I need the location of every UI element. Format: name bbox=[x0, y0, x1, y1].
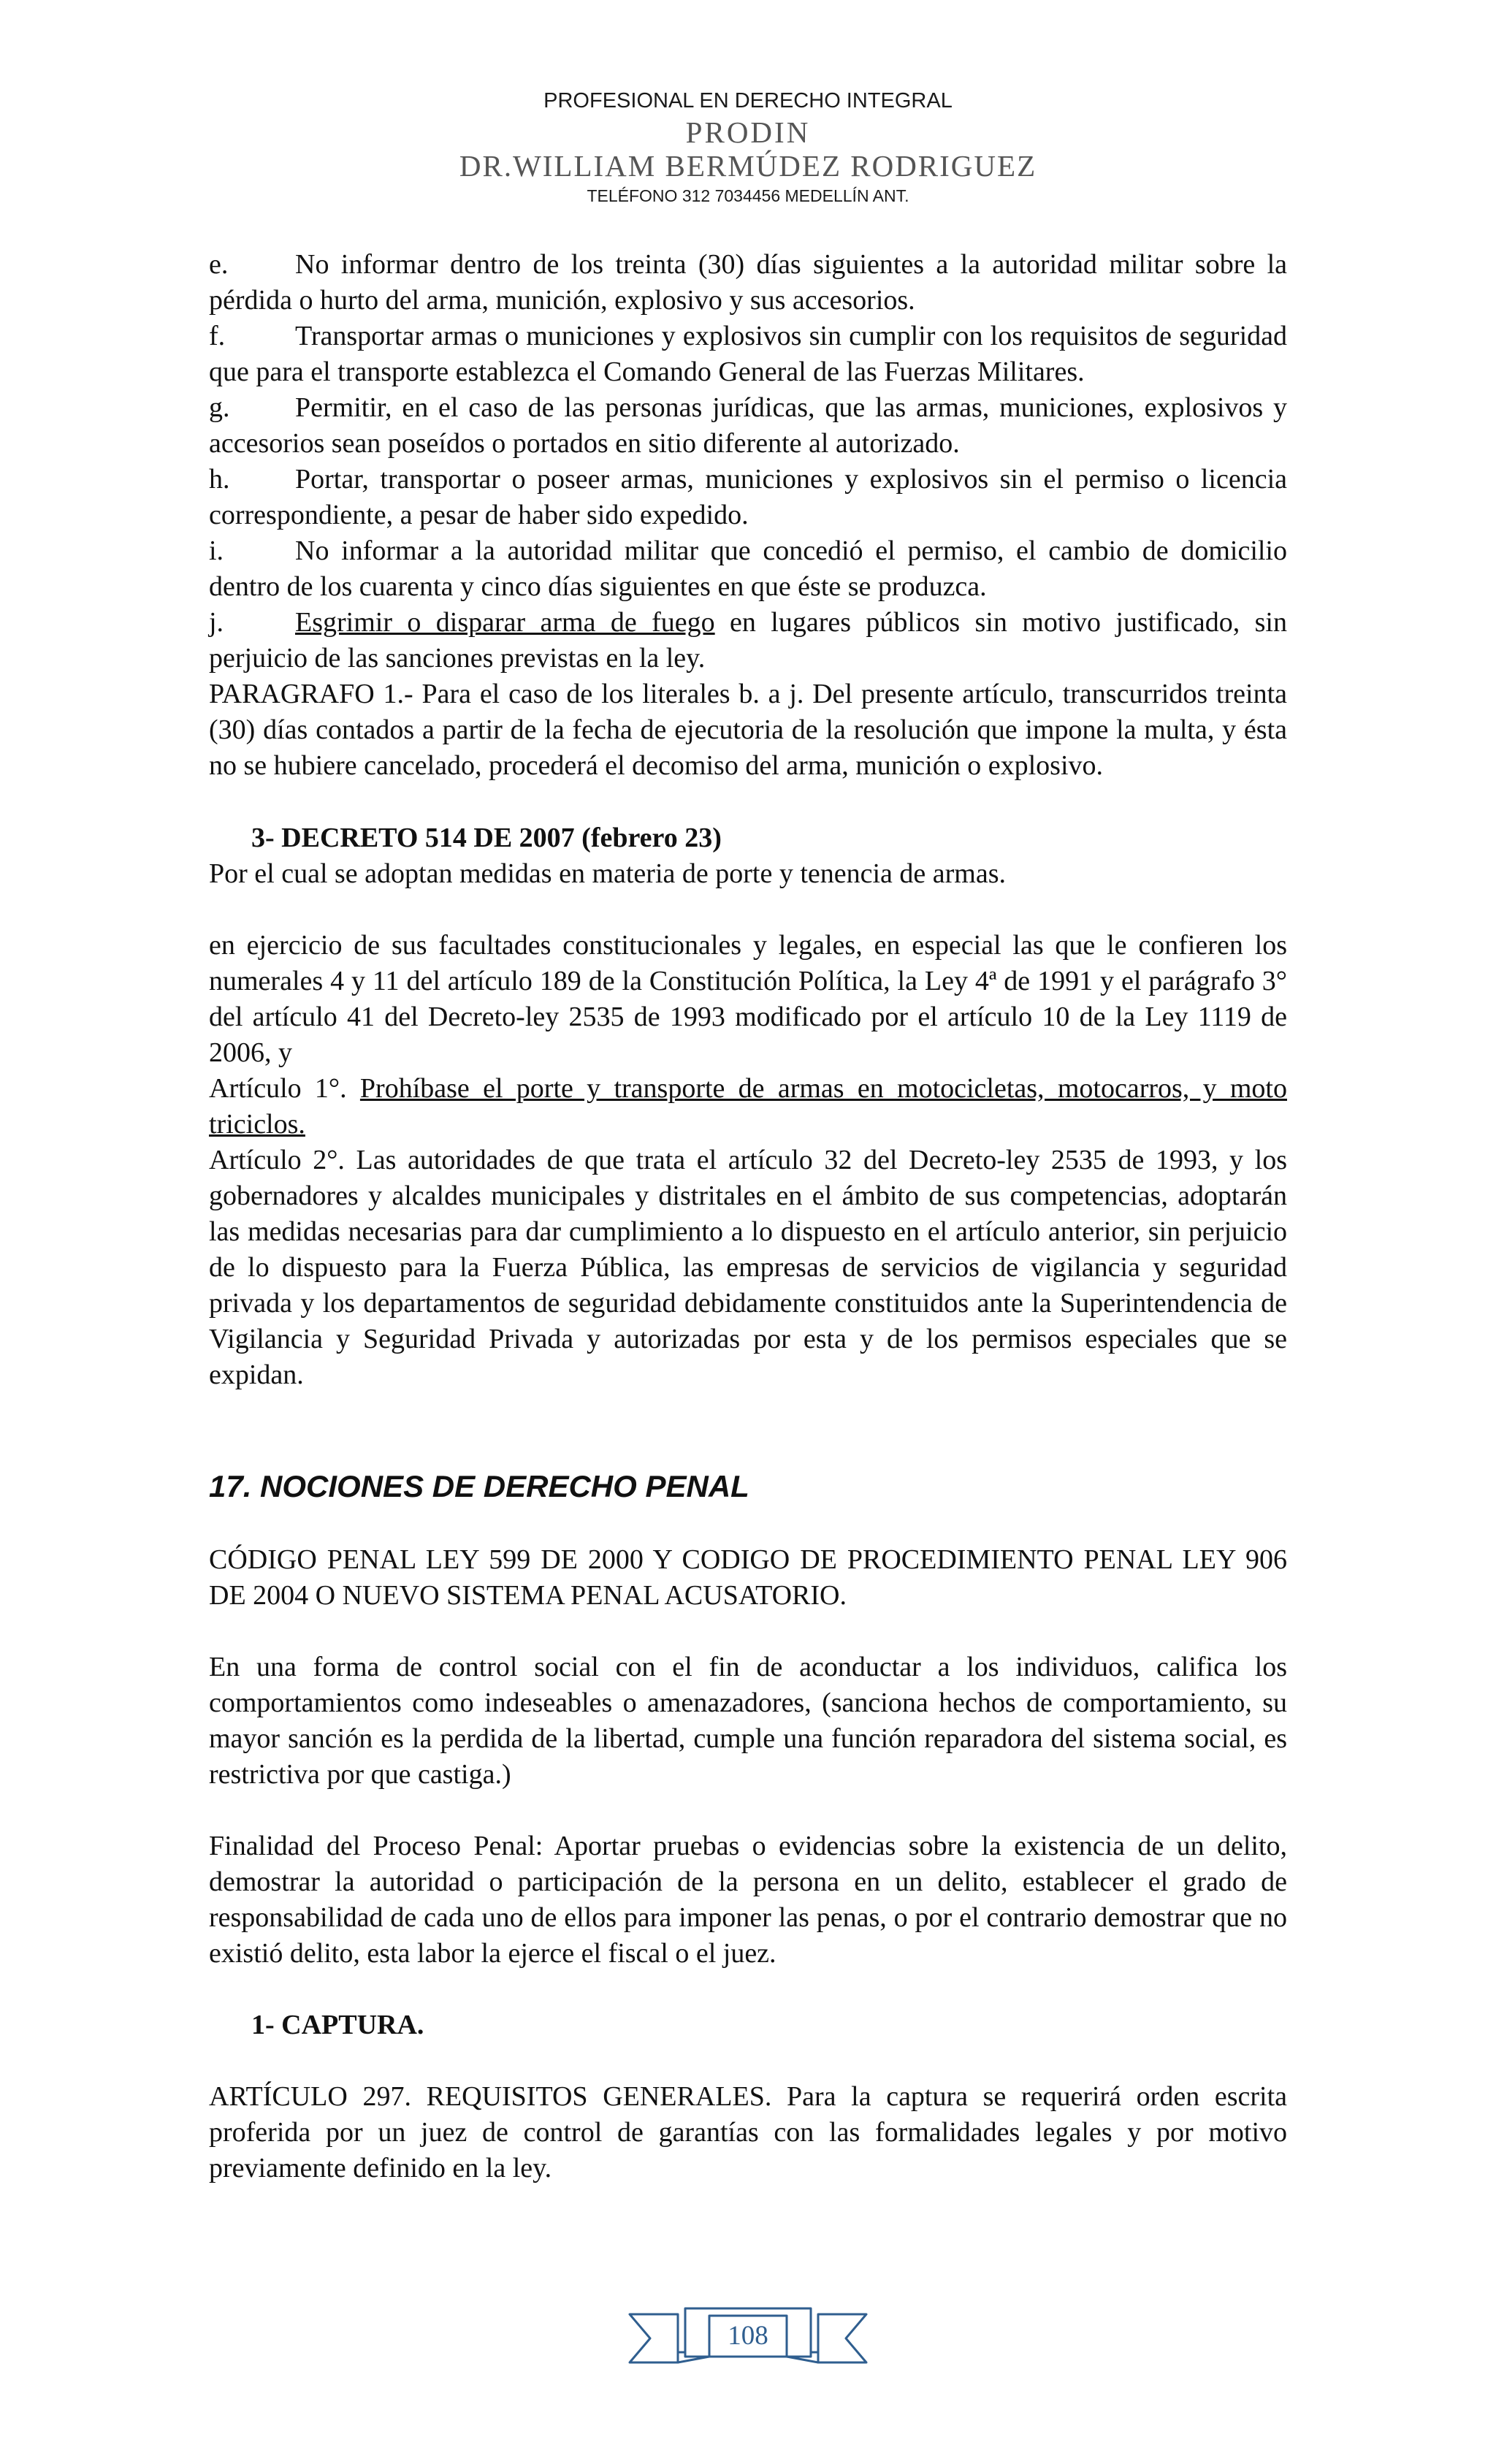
captura-heading: 1- CAPTURA. bbox=[251, 2010, 424, 2040]
list-text: Permitir, en el caso de las personas jurídicas, que las armas, municiones, explosivos y accesorios sean poseídos o portados en sitio diferente al autorizado. bbox=[209, 392, 1287, 459]
list-text: Transportar armas o municiones y explosivos sin cumplir con los requisitos de seguridad que para el transporte establezca el Comando General de las Fuerzas Militares. bbox=[209, 321, 1287, 387]
decreto-heading: 3- DECRETO 514 DE 2007 (febrero 23) bbox=[251, 823, 722, 853]
list-text-rest: en lugares públicos sin motivo justificado, sin perjuicio de las sanciones previstas en la ley. bbox=[209, 607, 1287, 674]
list-text bbox=[209, 605, 1287, 676]
articulo-1 bbox=[209, 1071, 1287, 1143]
section-title: 17. NOCIONES DE DERECHO PENAL bbox=[209, 1469, 749, 1503]
page-number-ribbon bbox=[627, 2301, 869, 2374]
articulo-297: ARTÍCULO 297. REQUISITOS GENERALES. Para la captura se requerirá orden escrita proferida por un juez de control de garantías con las formalidades legales y por motivo previamente definido en la ley. bbox=[209, 2081, 1287, 2183]
letterhead-name: DR.WILLIAM BERMÚDEZ RODRIGUEZ bbox=[459, 149, 1037, 183]
articulo-1-label: Artículo 1°. bbox=[209, 1073, 360, 1104]
underlined-phrase: Esgrimir o disparar arma de fuego bbox=[295, 607, 715, 638]
paragrafo-1: PARAGRAFO 1.- Para el caso de los literales b. a j. Del presente artículo, transcurridos treinta (30) días contados a partir de la fecha de ejecutoria de la resolución que impone la multa, y ésta no se hubiere cancelado, procederá el decomiso del arma, munición o explosivo. bbox=[209, 679, 1287, 781]
list-item-j: j. Esgrimir o disparar arma de fuego en lugares públicos sin motivo justificado, sin perjuicio de las sanciones previstas en la ley. bbox=[209, 605, 1287, 676]
decreto-preamble: en ejercicio de sus facultades constitucionales y legales, en especial las que le confieren los numerales 4 y 11 del artículo 189 de la Constitución Política, la Ley 4ª de 1991 y el parágrafo 3° del artículo 41 del Decreto-ley 2535 de 1993 modificado por el artículo 10 de la Ley 1119 de 2006, y bbox=[209, 930, 1287, 1068]
document-body bbox=[209, 247, 1287, 2186]
letterhead-brand: PRODIN bbox=[685, 115, 811, 149]
list-text: No informar a la autoridad militar que concedió el permiso, el cambio de domicilio dentro de los cuarenta y cinco días siguientes en que éste se produzca. bbox=[209, 535, 1287, 602]
list-item-g: g. Permitir, en el caso de las personas jurídicas, que las armas, municiones, explosivos y accesorios sean poseídos o portados en sitio diferente al autorizado. bbox=[209, 390, 1287, 462]
articulo-1-text: Prohíbase el porte y transporte de armas en motocicletas, motocarros, y moto triciclos. bbox=[209, 1073, 1287, 1140]
letterhead-profession: PROFESIONAL EN DERECHO INTEGRAL bbox=[543, 89, 953, 112]
letterhead-phone: TELÉFONO 312 7034456 MEDELLÍN ANT. bbox=[587, 186, 909, 205]
codigo-penal-heading: CÓDIGO PENAL LEY 599 DE 2000 Y CODIGO DE PROCEDIMIENTO PENAL LEY 906 DE 2004 O NUEVO SISTEMA PENAL ACUSATORIO. bbox=[209, 1544, 1287, 1611]
list-item-h: h. Portar, transportar o poseer armas, municiones y explosivos sin el permiso o licencia correspondiente, a pesar de haber sido expedido. bbox=[209, 462, 1287, 533]
list-item-e: e. No informar dentro de los treinta (30) días siguientes a la autoridad militar sobre la pérdida o hurto del arma, munición, explosivo y sus accesorios. bbox=[209, 247, 1287, 319]
page-number: 108 bbox=[728, 2321, 768, 2351]
list-text: Portar, transportar o poseer armas, municiones y explosivos sin el permiso o licencia correspondiente, a pesar de haber sido expedido. bbox=[209, 464, 1287, 530]
control-social-paragraph: En una forma de control social con el fin de aconductar a los individuos, califica los comportamientos como indeseables o amenazadores, (sanciona hechos de comportamiento, su mayor sanción es la perdida de la libertad, cumple una función reparadora del sistema social, es restrictiva por que castiga.) bbox=[209, 1652, 1287, 1790]
letterhead bbox=[0, 86, 1496, 209]
finalidad-paragraph: Finalidad del Proceso Penal: Aportar pruebas o evidencias sobre la existencia de un delito, demostrar la autoridad o participación de la persona en un delito, establecer el grado de responsabilidad de cada uno de ellos para imponer las penas, o por el contrario demostrar que no existió delito, esta labor la ejerce el fiscal o el juez. bbox=[209, 1831, 1287, 1969]
articulo-2: Artículo 2°. Las autoridades de que trata el artículo 32 del Decreto-ley 2535 de 1993, y los gobernadores y alcaldes municipales y distritales en el ámbito de sus competencias, adoptarán las medidas necesarias para dar cumplimiento a lo dispuesto en el artículo anterior, sin perjuicio de lo dispuesto para la Fuerza Pública, las empresas de servicios de vigilancia y seguridad privada y los departamentos de seguridad debidamente constituidos ante la Superintendencia de Vigilancia y Seguridad Privada y autorizadas por esta y de los permisos especiales que se expidan. bbox=[209, 1145, 1287, 1390]
decreto-subtitle: Por el cual se adoptan medidas en materia de porte y tenencia de armas. bbox=[209, 858, 1006, 889]
list-item-f: f. Transportar armas o municiones y explosivos sin cumplir con los requisitos de seguridad que para el transporte establezca el Comando General de las Fuerzas Militares. bbox=[209, 319, 1287, 390]
list-text: No informar dentro de los treinta (30) días siguientes a la autoridad militar sobre la pérdida o hurto del arma, munición, explosivo y sus accesorios. bbox=[209, 249, 1287, 316]
list-item-i: i. No informar a la autoridad militar que concedió el permiso, el cambio de domicilio dentro de los cuarenta y cinco días siguientes en que éste se produzca. bbox=[209, 533, 1287, 605]
